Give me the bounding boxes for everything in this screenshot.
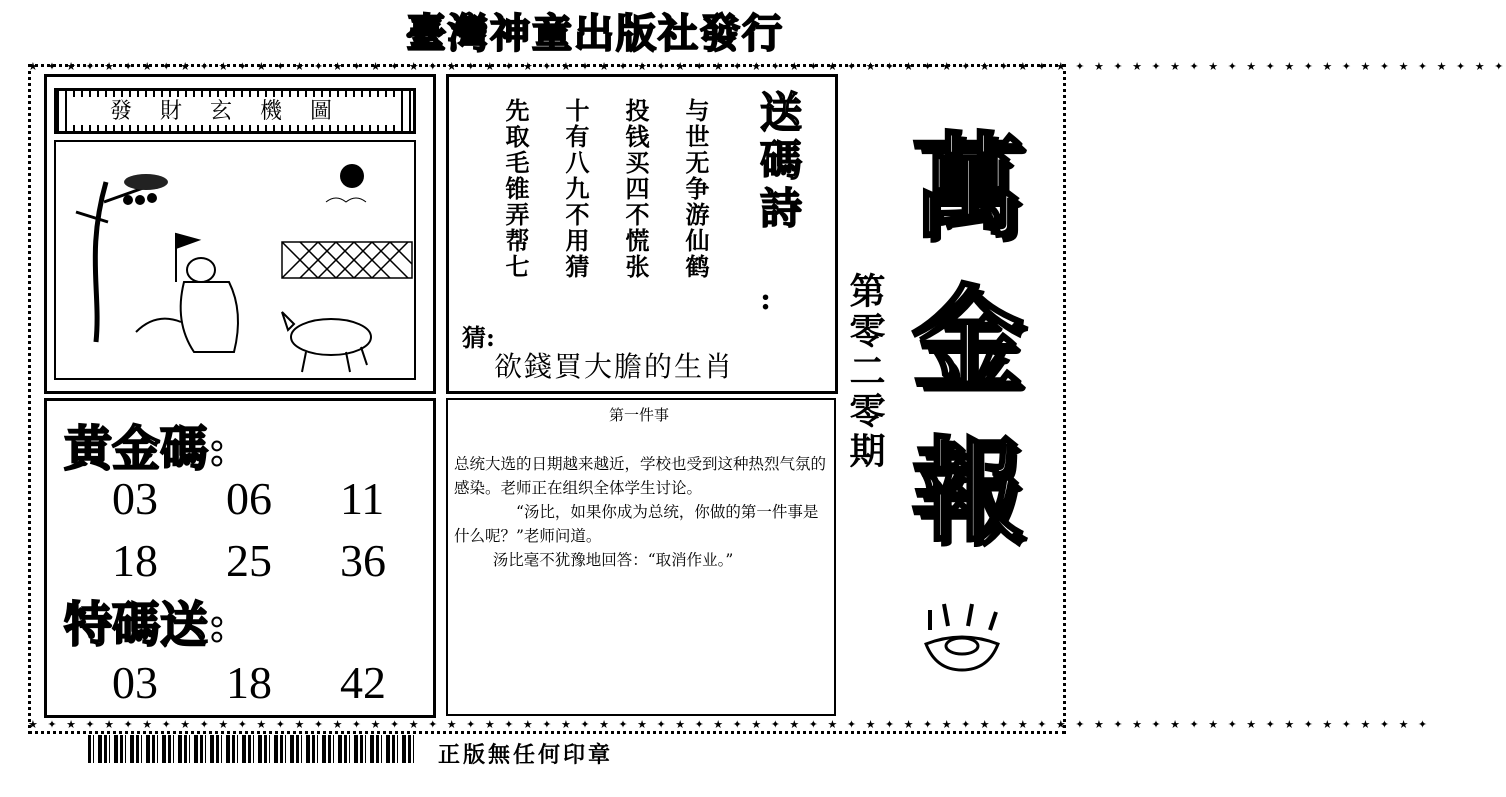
barcode (88, 735, 418, 763)
poem-line-4: 先取毛锥弄帮七 (501, 98, 530, 280)
gold-number: 06 (226, 473, 272, 524)
story-body (454, 452, 826, 572)
poem-label: 送碼詩 (754, 90, 803, 234)
poem-line-1: 与世无争游仙鹤 (681, 98, 710, 280)
tree-leaves (123, 174, 168, 205)
pig (282, 312, 371, 372)
picture-title-frame (54, 88, 416, 134)
guess-text: 欲錢買大膽的生肖 (494, 350, 735, 383)
footer-note: 正版無任何印章 (438, 742, 614, 768)
poem-line-3: 十有八九不用猜 (561, 98, 590, 280)
special-number: 03 (112, 657, 158, 708)
story-title: 第一件事 (608, 406, 669, 424)
poem-colon: : (760, 282, 772, 317)
kneeling-person (136, 234, 238, 352)
title-char-3: 報 (912, 426, 1024, 557)
title-char-1: 萬 (912, 122, 1024, 253)
poem-line-2: 投钱买四不慌张 (621, 98, 650, 280)
bottom-star-border: ★ ✦ ★ ✦ ★ ✦ ★ ✦ ★ ✦ ★ ✦ ★ ✦ ★ ✦ ★ ✦ ★ ✦ ★ ✦ ★ ✦ ★ ✦ ★ ✦ ★ ✦ ★ ✦ ★ ✦ ★ ✦ ★ ✦ ★ ✦ ★ ✦ ★ ✦ ★ ✦ ★ ✦ ★ ✦ ★ ✦ ★ ✦ ★ ✦ ★ ✦ ★ ✦ ★ ✦ ★ ✦ ★ ✦ ★ ✦ ★ ✦ ★ ✦ ★ ✦ (28, 718, 1431, 731)
special-number: 42 (340, 657, 386, 708)
title-char-2: 金 (912, 274, 1024, 405)
story-paragraph: 总统大选的日期越来越近，学校也受到这种热烈气氛的感染。老师正在组织全体学生讨论。 (454, 455, 827, 497)
top-star-border: ★ ✦ ★ ✦ ★ ✦ ★ ✦ ★ ✦ ★ ✦ ★ ✦ ★ ✦ ★ ✦ ★ ✦ ★ ✦ ★ ✦ ★ ✦ ★ ✦ ★ ✦ ★ ✦ ★ ✦ ★ ✦ ★ ✦ ★ ✦ ★ ✦ ★ ✦ ★ ✦ ★ ✦ ★ ✦ ★ ✦ ★ ✦ ★ ✦ ★ ✦ ★ ✦ ★ ✦ ★ ✦ ★ ✦ ★ ✦ ★ ✦ ★ ✦ ★ ✦ ★ ✦ ★ ✦ (28, 60, 1506, 73)
story-paragraph: 汤比毫不犹豫地回答：“取消作业。” (492, 551, 734, 569)
gold-number: 18 (112, 535, 158, 586)
guess-label: 猜: (462, 323, 495, 352)
illustration-svg (56, 142, 414, 378)
story-paragraph: “汤比，如果你成为总统，你做的第一件事是什么呢？”老师问道。 (454, 503, 819, 545)
fence (282, 242, 412, 278)
special-numbers-label: 特碼送: (64, 597, 226, 653)
publisher-title: 臺灣神童出版社發行 (406, 10, 784, 57)
puzzle-illustration (54, 140, 416, 380)
tree-trunk (95, 182, 106, 342)
special-number: 18 (226, 657, 272, 708)
gold-numbers-label: 黄金碼: (64, 421, 226, 477)
gold-number: 11 (340, 473, 385, 524)
issue-number: 第零二零期 (844, 272, 886, 472)
gold-number: 25 (226, 535, 272, 586)
gold-ingot-icon (920, 600, 1004, 680)
tree-branch (76, 187, 146, 222)
cloud (326, 198, 366, 202)
gold-number: 03 (112, 473, 158, 524)
sun (340, 164, 364, 188)
gold-number: 36 (340, 535, 386, 586)
picture-title: 發財玄機圖 (69, 97, 401, 125)
